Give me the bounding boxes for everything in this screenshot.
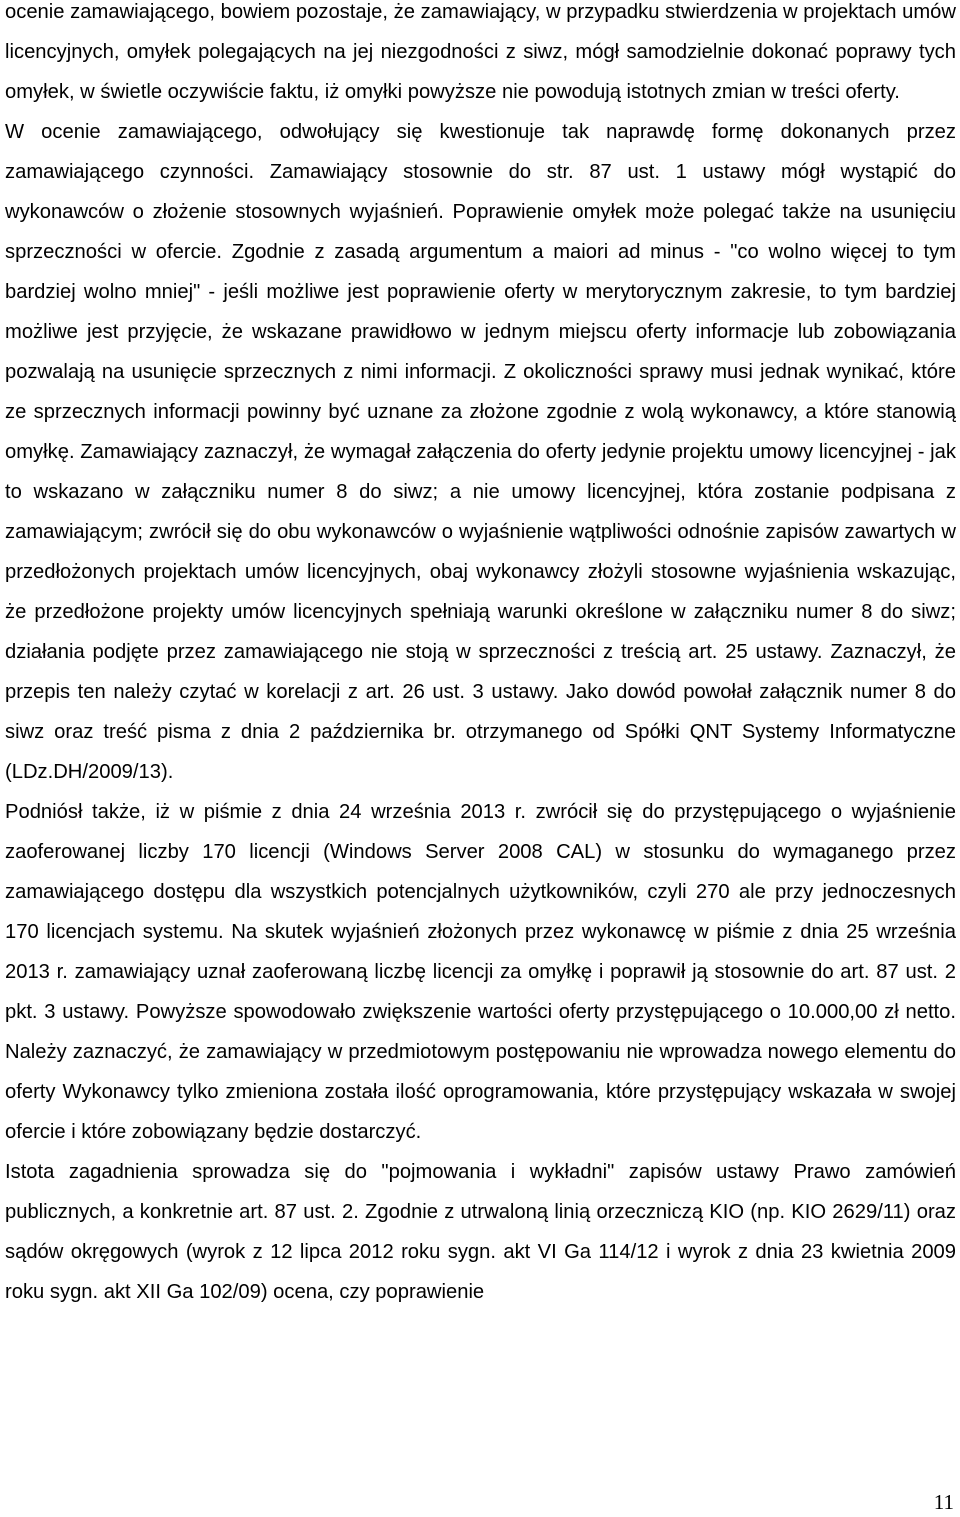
paragraph-4: Istota zagadnienia sprowadza się do "pojmowania i wykładni" zapisów ustawy Prawo zamówień publicznych, a konkretnie art. 87 ust. 2. Zgodnie z utrwaloną linią orzeczniczą KIO (np. KIO 2629/11) oraz sądów okręgowych (wyrok z 12 lipca 2012 roku sygn. akt VI Ga 114/12 i wyrok z dnia 23 kwietnia 2009 roku sygn. akt XII Ga 102/09) ocena, czy poprawienie [5, 1161, 956, 1303]
paragraph-3: Podniósł także, iż w piśmie z dnia 24 września 2013 r. zwrócił się do przystępującego o wyjaśnienie zaoferowanej liczby 170 licencji (Windows Server 2008 CAL) w stosunku do wymaganego przez zamawiającego dostępu dla wszystkich potencjalnych użytkowników, czyli 270 ale przy jednoczesnych 170 licencjach systemu. Na skutek wyjaśnień złożonych przez wykonawcę w piśmie z dnia 25 września 2013 r. zamawiający uznał zaoferowaną liczbę licencji za omyłkę i poprawił ją stosownie do art. 87 ust. 2 pkt. 3 ustawy. Powyższe spowodowało zwiększenie wartości oferty przystępującego o 10.000,00 zł netto. Należy zaznaczyć, że zamawiający w przedmiotowym postępowaniu nie wprowadza nowego elementu do oferty Wykonawcy tylko zmieniona została ilość oprogramowania, które przystępujący wskazała w swojej ofercie i które zobowiązany będzie dostarczyć. [5, 801, 956, 1143]
paragraph-1: ocenie zamawiającego, bowiem pozostaje, że zamawiający, w przypadku stwierdzenia w projektach umów licencyjnych, omyłek polegających na jej niezgodności z siwz, mógł samodzielnie dokonać poprawy tych omyłek, w świetle oczywiście faktu, iż omyłki powyższe nie powodują istotnych zmian w treści oferty. [5, 1, 956, 103]
page-number: 11 [933, 1490, 954, 1514]
paragraph-2: W ocenie zamawiającego, odwołujący się kwestionuje tak naprawdę formę dokonanych przez zamawiającego czynności. Zamawiający stosownie do str. 87 ust. 1 ustawy mógł wystąpić do wykonawców o złożenie stosownych wyjaśnień. Poprawienie omyłek może polegać także na usunięciu sprzeczności w ofercie. Zgodnie z zasadą argumentum a maiori ad minus - "co wolno więcej to tym bardziej wolno mniej" - jeśli możliwe jest poprawienie oferty w merytorycznym zakresie, to tym bardziej możliwe jest przyjęcie, że wskazane prawidłowo w jednym miejscu oferty informacje lub zobowiązania pozwalają na usunięcie sprzecznych z nimi informacji. Z okoliczności sprawy musi jednak wynikać, które ze sprzecznych informacji powinny być uznane za złożone zgodnie z wolą wykonawcy, a które stanowią omyłkę. Zamawiający zaznaczył, że wymagał załączenia do oferty jedynie projektu umowy licencyjnej - jak to wskazano w załączniku numer 8 do siwz; a nie umowy licencyjnej, która zostanie podpisana z zamawiającym; zwrócił się do obu wykonawców o wyjaśnienie wątpliwości odnośnie zapisów zawartych w przedłożonych projektach umów licencyjnych, obaj wykonawcy złożyli stosowne wyjaśnienia wskazując, że przedłożone projekty umów licencyjnych spełniają warunki określone w załączniku numer 8 do siwz; działania podjęte przez zamawiającego nie stoją w sprzeczności z treścią art. 25 ustawy. Zaznaczył, że przepis ten należy czytać w korelacji z art. 26 ust. 3 ustawy. Jako dowód powołał załącznik numer 8 do siwz oraz treść pisma z dnia 2 października br. otrzymanego od Spółki QNT Systemy Informatyczne (LDz.DH/2009/13). [5, 121, 956, 783]
